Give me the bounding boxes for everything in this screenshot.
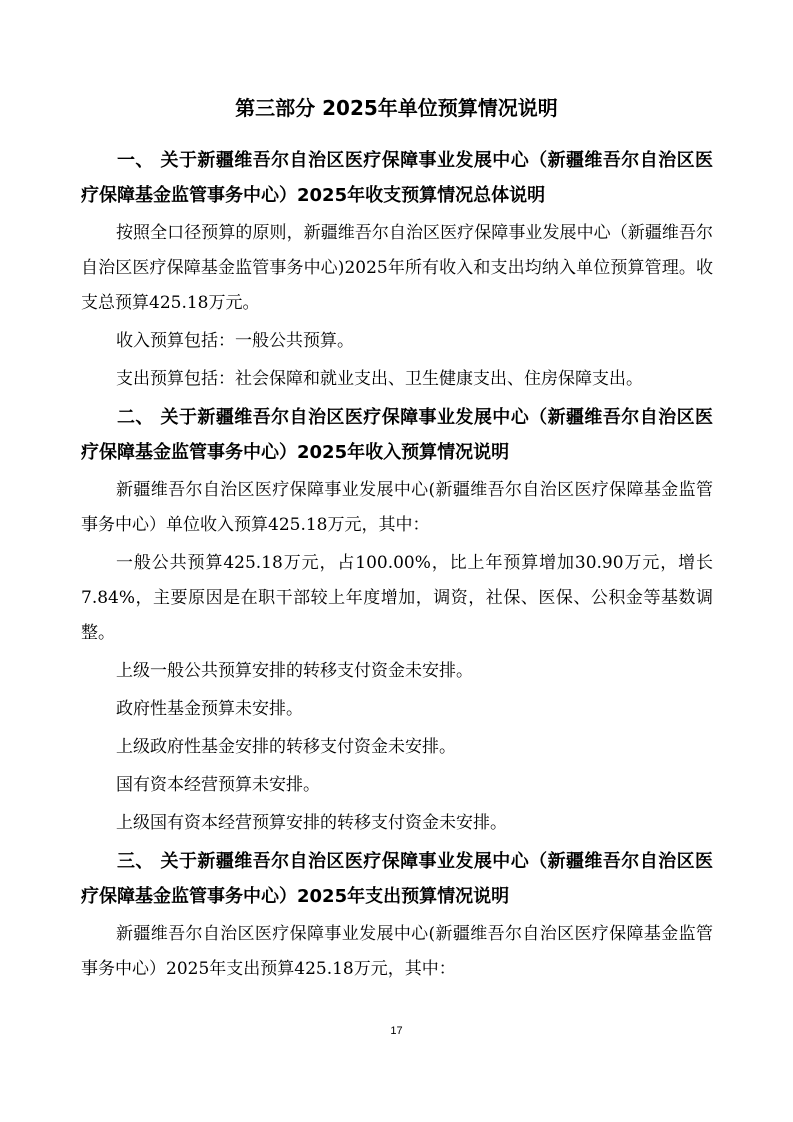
body-paragraph: 新疆维吾尔自治区医疗保障事业发展中心(新疆维吾尔自治区医疗保障基金监管事务中心）单位收入预算425.18万元，其中： [81,480,713,535]
document-body [81,143,713,990]
section-income [81,400,713,841]
body-paragraph: 国有资本经营预算未安排。 [116,775,320,795]
section-heading: 二、 关于新疆维吾尔自治区医疗保障事业发展中心（新疆维吾尔自治区医疗保障基金监管事务中心）2025年收入预算情况说明 [81,407,713,463]
page-title: 第三部分 2025年单位预算情况说明 [235,96,558,120]
body-paragraph: 支出预算包括：社会保障和就业支出、卫生健康支出、住房保障支出。 [116,369,643,389]
body-paragraph: 按照全口径预算的原则，新疆维吾尔自治区医疗保障事业发展中心（新疆维吾尔自治区医疗保障基金监管事务中心)2025年所有收入和支出均纳入单位预算管理。收支总预算425.18万元。 [81,223,713,313]
body-paragraph: 上级国有资本经营预算安排的转移支付资金未安排。 [116,813,507,833]
body-paragraph: 上级一般公共预算安排的转移支付资金未安排。 [116,661,473,681]
page-number: 17 [390,1025,403,1037]
body-paragraph: 政府性基金预算未安排。 [116,699,303,719]
body-paragraph: 收入预算包括：一般公共预算。 [116,331,354,351]
section-overview [81,143,713,397]
body-paragraph: 新疆维吾尔自治区医疗保障事业发展中心(新疆维吾尔自治区医疗保障基金监管事务中心）2025年支出预算425.18万元，其中： [81,924,713,979]
section-heading: 一、 关于新疆维吾尔自治区医疗保障事业发展中心（新疆维吾尔自治区医疗保障基金监管事务中心）2025年收支预算情况总体说明 [81,150,713,206]
body-paragraph: 一般公共预算425.18万元，占100.00%，比上年预算增加30.90万元，增长7.84%，主要原因是在职干部较上年度增加，调资，社保、医保、公积金等基数调整。 [81,553,713,643]
body-paragraph: 上级政府性基金安排的转移支付资金未安排。 [116,737,456,757]
section-expenditure [81,844,713,987]
section-heading: 三、 关于新疆维吾尔自治区医疗保障事业发展中心（新疆维吾尔自治区医疗保障基金监管事务中心）2025年支出预算情况说明 [81,851,713,907]
